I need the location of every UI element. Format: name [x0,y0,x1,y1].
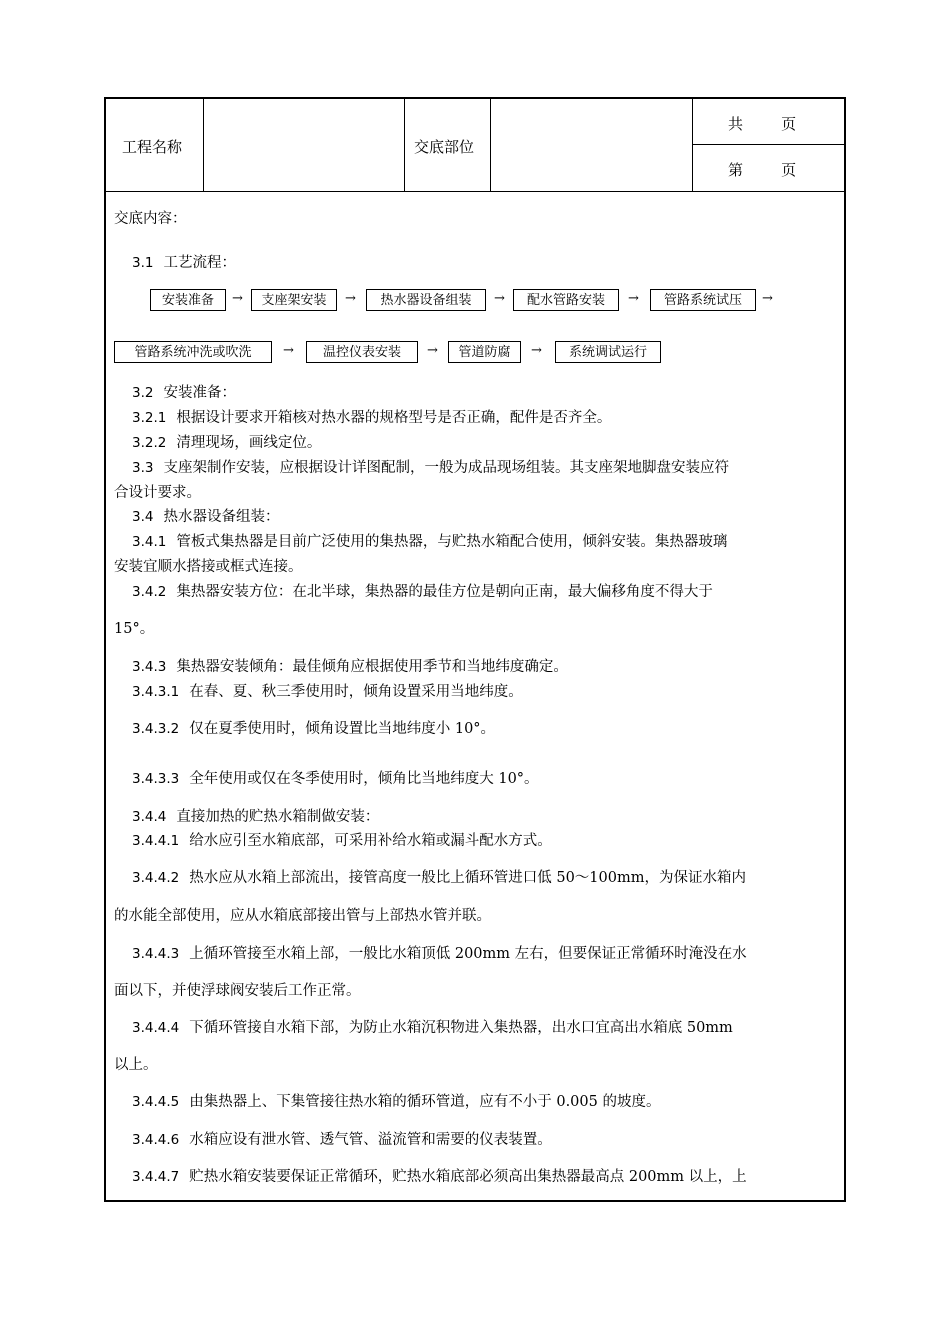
content-label: 交底内容： [114,211,187,227]
section-text: 水箱应设有泄水管、透气管、溢流管和需要的仪表装置。 [189,1132,552,1148]
paragraph-continuation: 安装宜顺水搭接或框式连接。 [114,559,303,575]
section-number: 3.4.4.4 [132,1020,180,1036]
section-number: 3.4.4.5 [132,1094,180,1110]
col-divider-4 [692,98,693,191]
project-name-label: 工程名称 [122,138,183,156]
section-number: 3.4.1 [132,534,167,550]
paragraph [132,381,236,402]
section-text: 在春、夏、秋三季使用时，倾角设置采用当地纬度。 [189,684,523,700]
paragraph [132,1090,660,1111]
paragraph-continuation: 15°。 [114,621,155,637]
section-number: 3.3 [132,460,154,476]
paragraph [132,406,611,427]
section-text: 贮热水箱安装要保证正常循环，贮热水箱底部必须高出集热器最高点 200mm 以上，上 [189,1169,747,1185]
section-number: 3.2.1 [132,410,167,426]
section-number: 3.4.3.2 [132,721,180,737]
paragraph [132,829,552,850]
section-number: 3.4.4 [132,809,167,825]
section-text: 热水应从水箱上部流出，接管高度一般比上循环管进口低 50～100mm，为保证水箱内 [189,870,746,886]
paragraph [132,866,746,887]
section-number: 3.2 [132,385,154,401]
paragraph [132,680,523,701]
paragraph [132,505,279,526]
total-pages: 共 页 [728,115,797,133]
paragraph [132,1165,747,1186]
arrow-icon: → [628,291,639,306]
section-number: 3.4.4.1 [132,833,180,849]
page-number: 第 页 [728,161,797,179]
flow-step: 管路系统试压 [650,289,756,311]
section-text: 工艺流程： [163,255,236,271]
paragraph [132,431,321,452]
section-text: 集热器安装方位：在北半球，集热器的最佳方位是朝向正南，最大偏移角度不得大于 [176,584,713,600]
flow-step: 管道防腐 [448,341,521,363]
section-text: 清理现场，画线定位。 [176,435,322,451]
section-text: 全年使用或仅在冬季使用时，倾角比当地纬度大 10°。 [189,771,539,787]
section-number: 3.1 [132,255,154,271]
flow-step: 支座架安装 [251,289,337,311]
section-text: 下循环管接自水箱下部，为防止水箱沉积物进入集热器，出水口宜高出水箱底 50mm [189,1020,733,1036]
section-text: 直接加热的贮热水箱制做安装： [176,809,380,825]
flow-step: 热水器设备组装 [366,289,486,311]
section-number: 3.4.4.7 [132,1169,180,1185]
section-number: 3.4.2 [132,584,167,600]
arrow-icon: → [283,343,294,358]
paragraph [132,655,568,676]
arrow-icon: → [232,291,243,306]
section-number: 3.4.3.3 [132,771,180,787]
paragraph-continuation: 面以下，并使浮球阀安装后工作正常。 [114,983,361,999]
paragraph-continuation: 的水能全部使用，应从水箱底部接出管与上部热水管并联。 [114,908,491,924]
section-text: 管板式集热器是目前广泛使用的集热器，与贮热水箱配合使用，倾斜安装。集热器玻璃 [176,534,728,550]
section-text: 支座架制作安装，应根据设计详图配制，一般为成品现场组装。其支座架地脚盘安装应符 [163,460,729,476]
flow-step: 配水管路安装 [513,289,619,311]
location-label: 交底部位 [414,138,475,156]
paragraph [132,942,747,963]
section-text: 仅在夏季使用时，倾角设置比当地纬度小 10°。 [189,721,496,737]
section-number: 3.4.3 [132,659,167,675]
paragraph [132,767,539,788]
paragraph [132,717,495,738]
section-number: 3.4.4.6 [132,1132,180,1148]
paragraph-continuation: 合设计要求。 [114,485,201,501]
paragraph-continuation: 以上。 [114,1057,158,1073]
paragraph [132,1128,552,1149]
section-text: 集热器安装倾角：最佳倾角应根据使用季节和当地纬度确定。 [176,659,568,675]
paragraph [132,530,727,551]
section-text: 给水应引至水箱底部，可采用补给水箱或漏斗配水方式。 [189,833,552,849]
flow-step: 管路系统冲洗或吹洗 [114,341,272,363]
paragraph [132,580,713,601]
col-divider-1 [203,98,204,191]
section-number: 3.4 [132,509,154,525]
process-heading [132,251,236,272]
section-number: 3.4.4.3 [132,946,180,962]
section-number: 3.4.4.2 [132,870,180,886]
section-text: 由集热器上、下集管接往热水箱的循环管道，应有不小于 0.005 的坡度。 [189,1094,661,1110]
section-text: 根据设计要求开箱核对热水器的规格型号是否正确，配件是否齐全。 [176,410,612,426]
col-divider-3 [490,98,491,191]
paragraph [132,805,379,826]
page-cell-divider [692,144,845,145]
flow-step: 系统调试运行 [555,341,661,363]
section-number: 3.2.2 [132,435,167,451]
arrow-icon: → [427,343,438,358]
section-text: 安装准备： [163,385,236,401]
paragraph [132,1016,733,1037]
flow-step: 安装准备 [150,289,226,311]
section-number: 3.4.3.1 [132,684,180,700]
section-text: 热水器设备组装： [163,509,280,525]
section-text: 上循环管接至水箱上部，一般比水箱顶低 200mm 左右，但要保证正常循环时淹没在水 [189,946,747,962]
paragraph [132,456,729,477]
arrow-icon: → [494,291,505,306]
header-divider [105,191,845,192]
arrow-icon: → [345,291,356,306]
arrow-icon: → [762,291,773,306]
flow-step: 温控仪表安装 [306,341,418,363]
arrow-icon: → [531,343,542,358]
col-divider-2 [404,98,405,191]
